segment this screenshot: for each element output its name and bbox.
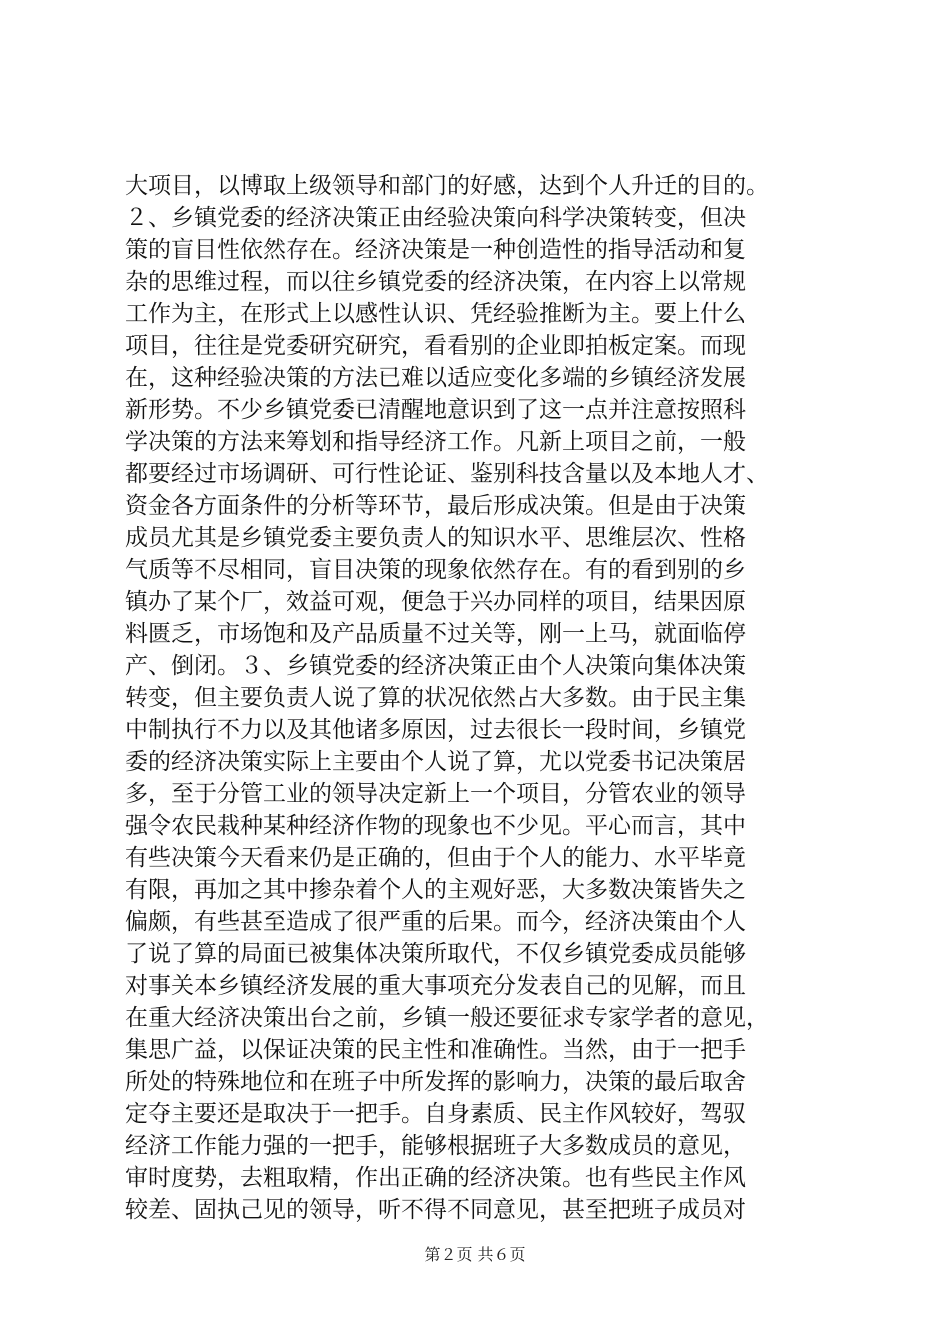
text-line: 偏颇，有些甚至造成了很严重的后果。而今，经济决策由个人 <box>125 909 746 935</box>
text-line: 有限，再加之其中掺杂着个人的主观好恶，大多数决策皆失之 <box>125 877 746 903</box>
text-line: 中制执行不力以及其他诸多原因，过去很长一段时间，乡镇党 <box>125 717 746 743</box>
page-footer: 第２页 共６页 <box>424 1245 526 1264</box>
text-line: 经济工作能力强的一把手，能够根据班子大多数成员的意见， <box>125 1133 746 1159</box>
text-line: 项目，往往是党委研究研究，看看别的企业即拍板定案。而现 <box>125 333 746 359</box>
text-line: 镇办了某个厂，效益可观，便急于兴办同样的项目，结果因原 <box>125 589 746 615</box>
text-line: 气质等不尽相同，盲目决策的现象依然存在。有的看到别的乡 <box>125 557 746 583</box>
text-line: 料匮乏，市场饱和及产品质量不过关等，刚一上马，就面临停 <box>125 621 746 647</box>
text-line: 对事关本乡镇经济发展的重大事项充分发表自己的见解，而且 <box>125 973 746 999</box>
text-line: 大项目，以博取上级领导和部门的好感，达到个人升迁的目的。 <box>125 173 769 199</box>
text-line: 多，至于分管工业的领导决定新上一个项目，分管农业的领导 <box>125 781 746 807</box>
text-line: 在，这种经验决策的方法已难以适应变化多端的乡镇经济发展 <box>125 365 746 391</box>
text-line: 都要经过市场调研、可行性论证、鉴别科技含量以及本地人才、 <box>125 461 769 487</box>
text-line: 工作为主，在形式上以感性认识、凭经验推断为主。要上什么 <box>125 301 746 327</box>
text-line: 审时度势，去粗取精，作出正确的经济决策。也有些民主作风 <box>125 1165 746 1191</box>
text-line: 较差、固执己见的领导，听不得不同意见，甚至把班子成员对 <box>125 1197 746 1223</box>
text-line: 委的经济决策实际上主要由个人说了算，尤以党委书记决策居 <box>125 749 746 775</box>
body-text <box>125 170 825 1226</box>
text-line: 集思广益，以保证决策的民主性和准确性。当然，由于一把手 <box>125 1037 746 1063</box>
text-line: 成员尤其是乡镇党委主要负责人的知识水平、思维层次、性格 <box>125 525 746 551</box>
text-line: 学决策的方法来筹划和指导经济工作。凡新上项目之前，一般 <box>125 429 746 455</box>
text-line: ２、乡镇党委的经济决策正由经验决策向科学决策转变，但决 <box>125 205 746 231</box>
text-line: 策的盲目性依然存在。经济决策是一种创造性的指导活动和复 <box>125 237 746 263</box>
text-line: 定夺主要还是取决于一把手。自身素质、民主作风较好，驾驭 <box>125 1101 746 1127</box>
text-line: 产、倒闭。３、乡镇党委的经济决策正由个人决策向集体决策 <box>125 653 746 679</box>
text-line: 强令农民栽种某种经济作物的现象也不少见。平心而言，其中 <box>125 813 746 839</box>
text-line: 新形势。不少乡镇党委已清醒地意识到了这一点并注意按照科 <box>125 397 746 423</box>
text-line: 转变，但主要负责人说了算的状况依然占大多数。由于民主集 <box>125 685 746 711</box>
text-line: 资金各方面条件的分析等环节，最后形成决策。但是由于决策 <box>125 493 746 519</box>
text-line: 了说了算的局面已被集体决策所取代，不仅乡镇党委成员能够 <box>125 941 746 967</box>
text-line: 杂的思维过程，而以往乡镇党委的经济决策，在内容上以常规 <box>125 269 746 295</box>
text-line: 有些决策今天看来仍是正确的，但由于个人的能力、水平毕竟 <box>125 845 746 871</box>
text-line: 所处的特殊地位和在班子中所发挥的影响力，决策的最后取舍 <box>125 1069 746 1095</box>
text-line: 在重大经济决策出台之前，乡镇一般还要征求专家学者的意见， <box>125 1005 769 1031</box>
